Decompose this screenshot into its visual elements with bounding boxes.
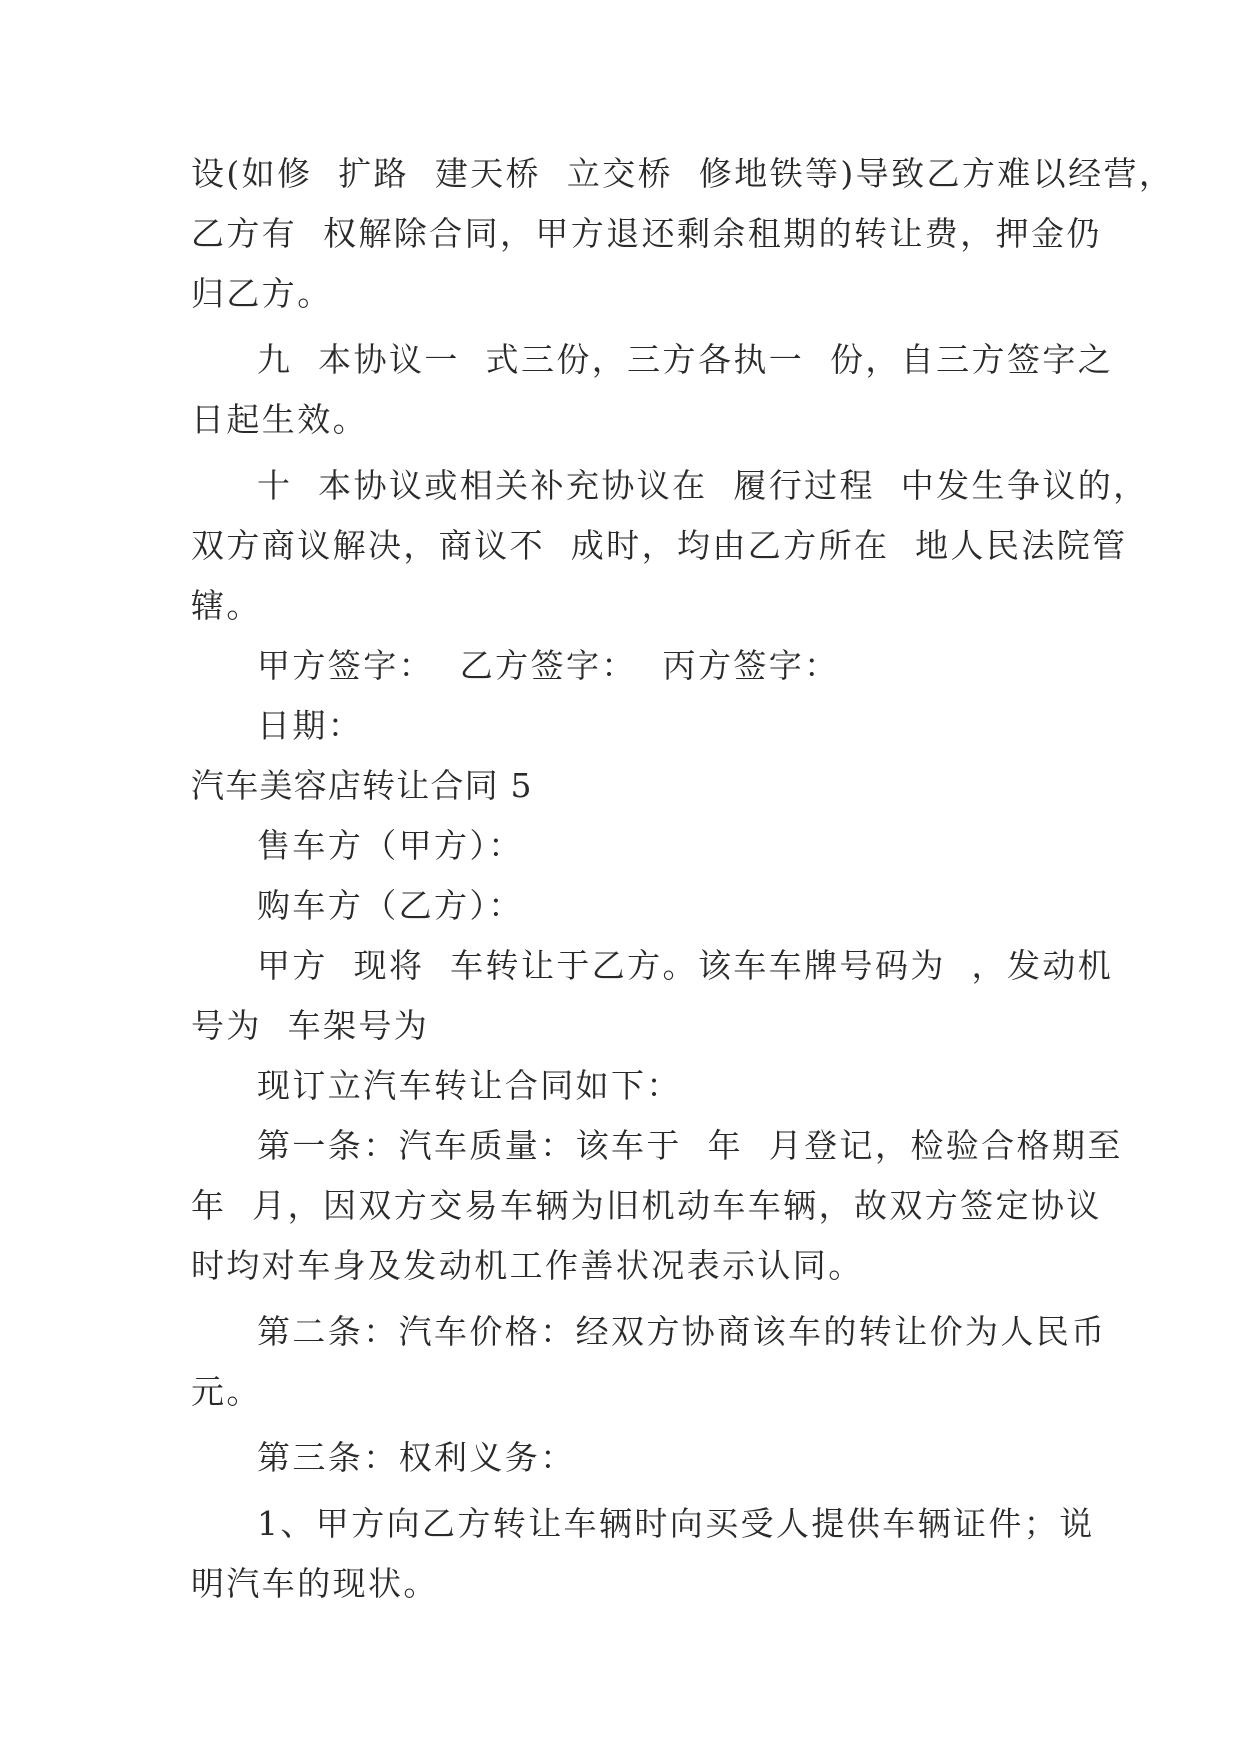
article-one-line: 第一条：汽车质量：该车于 年 月登记，检验合格期至 [257,1126,1123,1165]
paragraph-line: 元。 [191,1372,262,1411]
date-line: 日期： [257,706,364,745]
article-two-line: 第二条：汽车价格：经双方协商该车的转让价为人民币 [257,1312,1107,1351]
paragraph-line: 辖。 [191,586,262,625]
paragraph-line: 号为 车架号为 [191,1006,430,1045]
paragraph-line: 甲方 现将 车转让于乙方。该车车牌号码为 ，发动机 [257,946,1114,985]
paragraph-line: 乙方有 权解除合同，甲方退还剩余租期的转让费，押金仍 [191,214,1102,253]
clause-ten-line: 十 本协议或相关补充协议在 履行过程 中发生争议的， [257,466,1149,505]
paragraph-line: 时均对车身及发动机工作善状况表示认同。 [191,1246,864,1285]
list-item-line: 1、甲方向乙方转让车辆时向买受人提供车辆证件；说 [257,1504,1095,1543]
article-three-line: 第三条：权利义务： [257,1438,576,1477]
signature-line: 甲方签字： 乙方签字： 丙方签字： [257,646,840,685]
seller-line: 售车方（甲方）： [257,826,524,865]
section-title: 汽车美容店转让合同 5 [191,766,533,805]
paragraph-line: 明汽车的现状。 [191,1564,439,1603]
paragraph-line: 双方商议解决，商议不 成时，均由乙方所在 地人民法院管 [191,526,1128,565]
paragraph-line: 设(如修 扩路 建天桥 立交桥 修地铁等)导致乙方难以经营， [191,154,1175,193]
paragraph-line: 现订立汽车转让合同如下： [257,1066,682,1105]
paragraph-line: 日起生效。 [191,400,368,439]
clause-nine-line: 九 本协议一 式三份，三方各执一 份，自三方签字之 [257,340,1114,379]
paragraph-line: 年 月，因双方交易车辆为旧机动车车辆，故双方签定协议 [191,1186,1102,1225]
paragraph-line: 归乙方。 [191,274,333,313]
buyer-line: 购车方（乙方）： [257,886,524,925]
